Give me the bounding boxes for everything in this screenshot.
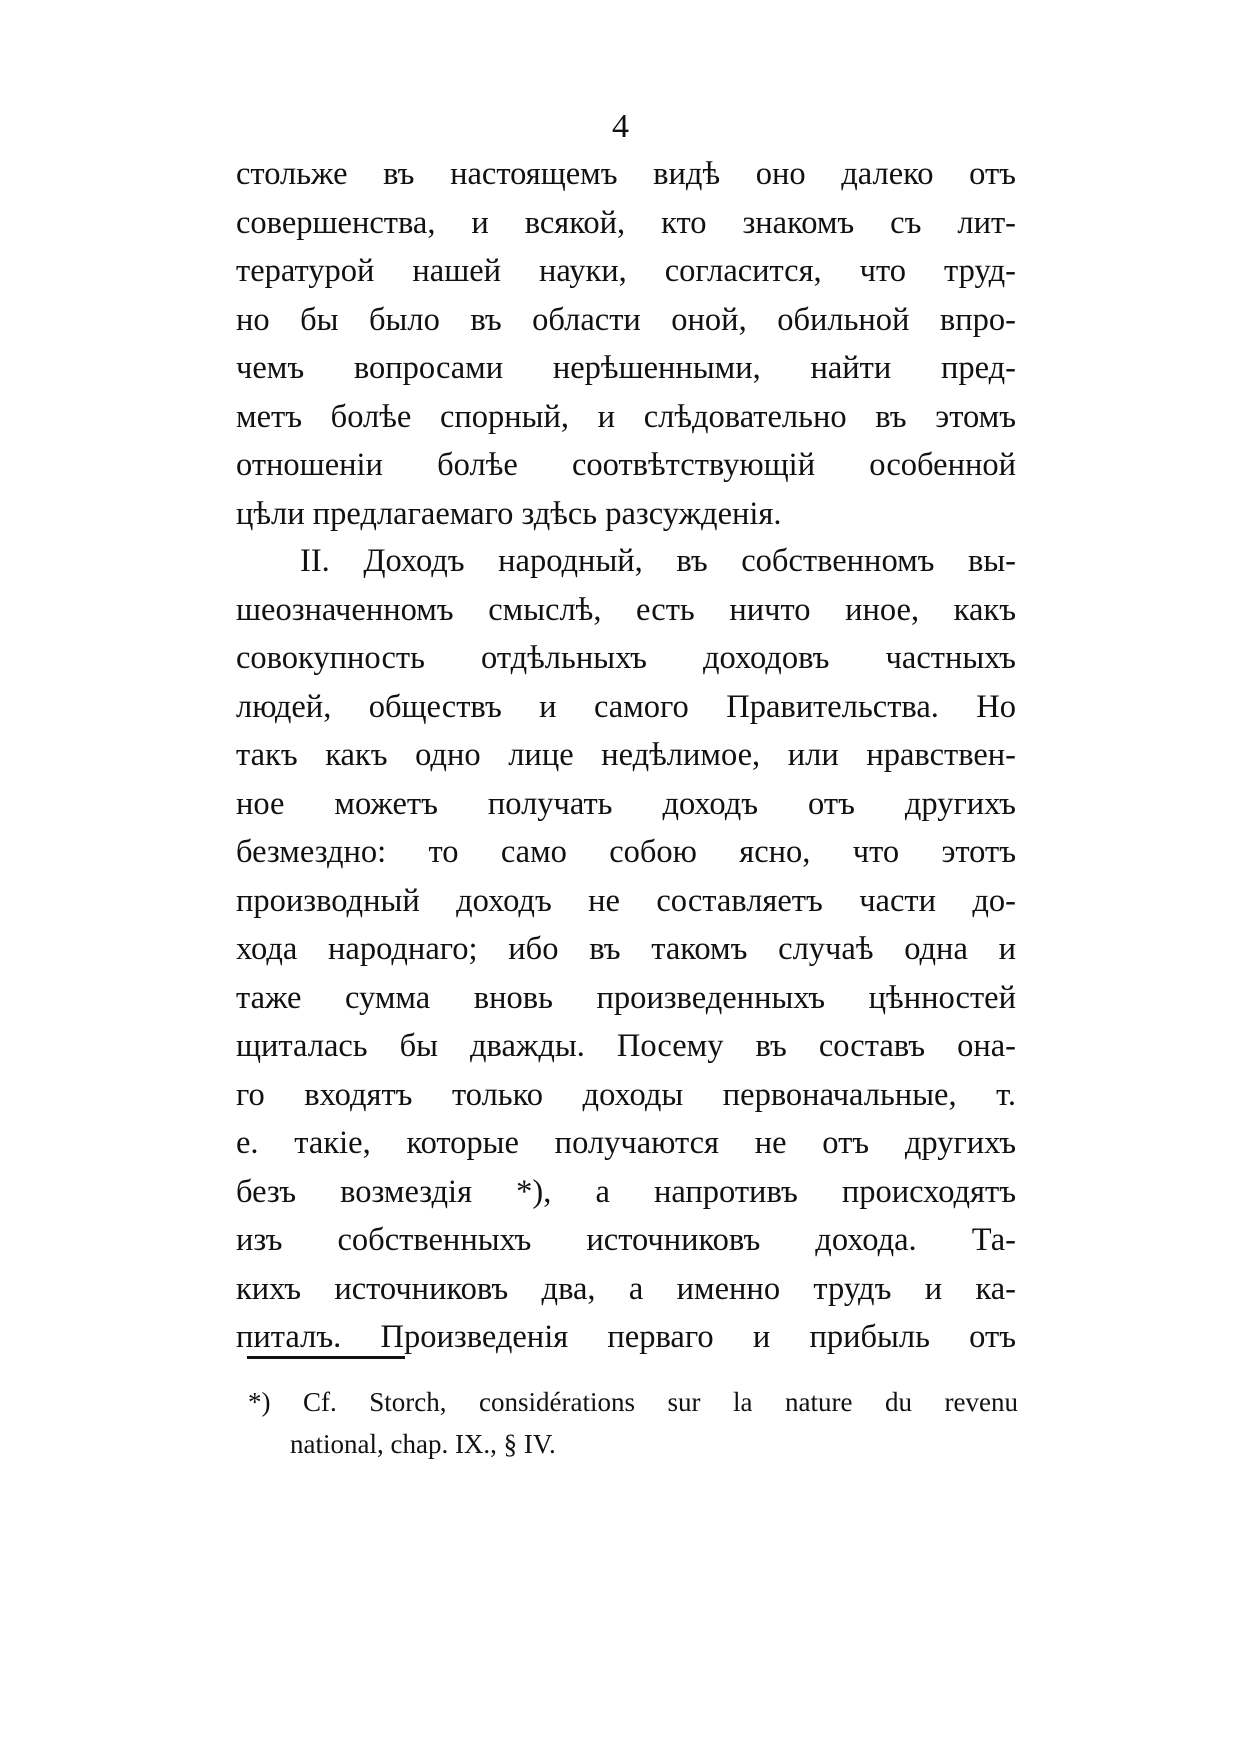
text-line: щиталась бы дважды. Посему въ составъ она-	[236, 1028, 1016, 1064]
text-line: производный доходъ не составляетъ части до-	[236, 882, 1016, 919]
text-line: совокупность отдѣльныхъ доходовъ частныхъ	[236, 640, 1016, 676]
text-line: стольже въ настоящемъ видѣ оно далеко отъ	[236, 156, 1016, 192]
text-line: кихъ источниковъ два, а именно трудъ и ка-	[236, 1270, 1016, 1307]
text-line: метъ болѣе спорный, и слѣдовательно въ этомъ	[236, 398, 1016, 435]
text-line: таже сумма вновь произведенныхъ цѣнностей	[236, 979, 1016, 1016]
text-line: шеозначенномъ смыслѣ, есть ничто иное, какъ	[236, 591, 1016, 628]
text-line: го входятъ только доходы первоначальные, т.	[236, 1076, 1016, 1113]
page-number: 4	[612, 108, 629, 145]
paragraph-continued	[236, 150, 1016, 538]
text-line: цѣли предлагаемаго здѣсь разсужденія.	[236, 495, 782, 532]
footnote	[248, 1381, 1018, 1465]
text-line: отношеніи болѣе соотвѣтствующій особенной	[236, 447, 1016, 483]
text-line: чемъ вопросами нерѣшенными, найти пред-	[236, 350, 1016, 386]
text-line: такъ какъ одно лице недѣлимое, или нравствен-	[236, 737, 1016, 773]
text-line: людей, обществъ и самого Правительства. Но	[236, 688, 1016, 725]
footnote-divider	[247, 1356, 405, 1359]
text-line: изъ собственныхъ источниковъ дохода. Та-	[236, 1222, 1016, 1258]
text-line: II. Доходъ народный, въ собственномъ вы-	[300, 543, 1016, 579]
text-line: тературой нашей науки, согласится, что труд-	[236, 253, 1016, 289]
text-line: е. такіе, которые получаются не отъ другихъ	[236, 1125, 1016, 1161]
footnote-line: national, chap. IX., § IV.	[290, 1429, 556, 1459]
text-line: хода народнаго; ибо въ такомъ случаѣ одна и	[236, 931, 1016, 967]
text-line: совершенства, и всякой, кто знакомъ съ лит-	[236, 204, 1016, 241]
footnote-line: *) Cf. Storch, considérations sur la nature du revenu	[248, 1387, 1018, 1417]
paragraph-section-ii	[236, 537, 1016, 1362]
text-line: безъ возмездія *), а напротивъ происходятъ	[236, 1173, 1016, 1210]
text-line: питалъ. Произведенія перваго и прибыль отъ	[236, 1319, 1016, 1355]
text-line: ное можетъ получать доходъ отъ другихъ	[236, 785, 1016, 822]
text-line: безмездно: то само собою ясно, что этотъ	[236, 834, 1016, 870]
text-line: но бы было въ области оной, обильной впро-	[236, 301, 1016, 338]
